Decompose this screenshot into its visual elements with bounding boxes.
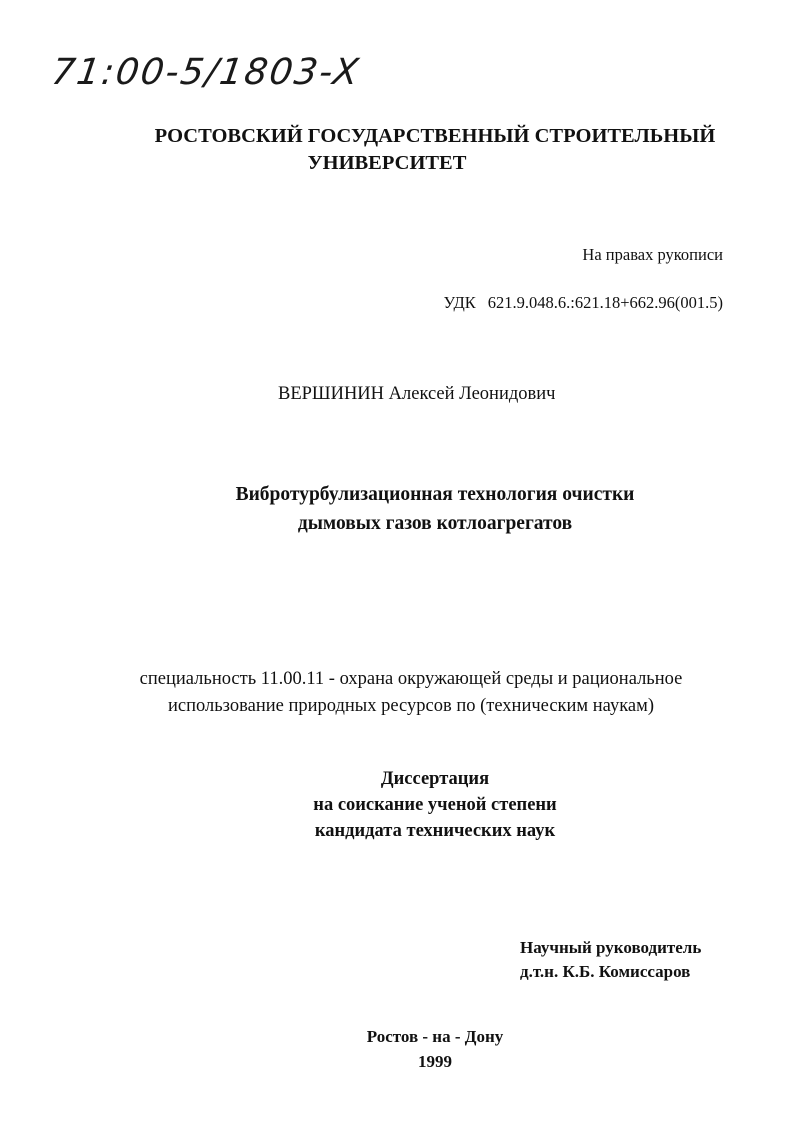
title-line1: Вибротурбулизационная технология очистки xyxy=(235,484,635,505)
university-name-line2: УНИВЕРСИТЕТ xyxy=(307,152,467,174)
scientific-supervisor xyxy=(520,936,701,984)
degree-line3: кандидата технических наук xyxy=(314,821,556,841)
supervisor-title: Научный руководитель xyxy=(520,938,702,957)
place: Ростов - на - Дону xyxy=(366,1027,504,1046)
degree-line1: Диссертация xyxy=(380,769,490,789)
specialty-line1: специальность 11.00.11 - охрана окружающей среды и рациональное xyxy=(139,669,683,689)
university-name xyxy=(0,123,793,177)
place-and-year xyxy=(0,1024,793,1074)
specialty-text xyxy=(0,666,793,720)
dissertation-title xyxy=(0,480,793,538)
degree-line2: на соискание ученой степени xyxy=(313,795,557,815)
handwritten-catalog-code: 71:00-5/1803-X xyxy=(49,52,363,93)
manuscript-rights-note: На правах рукописи xyxy=(582,245,723,264)
udk-value: 621.9.048.6.:621.18+662.96(001.5) xyxy=(487,293,723,312)
author-name: ВЕРШИНИН Алексей Леонидович xyxy=(278,384,556,404)
udk-code xyxy=(443,293,723,313)
specialty-line2: использование природных ресурсов по (техническим наукам) xyxy=(168,696,654,716)
year: 1999 xyxy=(418,1052,452,1071)
title-line2: дымовых газов котлоагрегатов xyxy=(297,513,573,534)
udk-label: УДК xyxy=(443,293,476,312)
university-name-line1: РОСТОВСКИЙ ГОСУДАРСТВЕННЫЙ СТРОИТЕЛЬНЫЙ xyxy=(154,125,716,147)
degree-statement xyxy=(0,766,793,844)
supervisor-name: д.т.н. К.Б. Комиссаров xyxy=(520,962,691,981)
